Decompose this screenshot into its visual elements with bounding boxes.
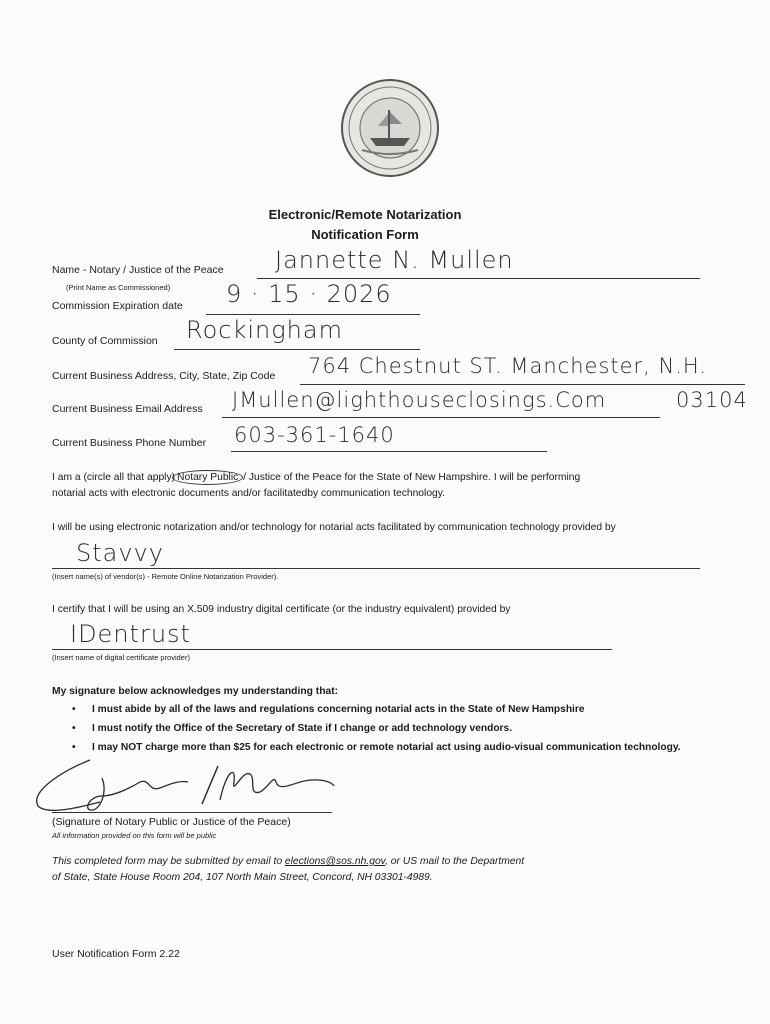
form-version: User Notification Form 2.22 <box>52 948 180 960</box>
list-item: • I must notify the Office of the Secretary of State if I change or add technology vendors. <box>52 719 752 738</box>
cert-value[interactable]: IDentrust <box>70 620 191 648</box>
county-value[interactable]: Rockingham <box>186 316 343 344</box>
zip-value[interactable]: 03104 <box>676 388 748 412</box>
expiration-label: Commission Expiration date <box>52 300 183 312</box>
acknowledgment-heading: My signature below acknowledges my understanding that: <box>52 686 339 697</box>
acknowledgment-section <box>52 684 752 757</box>
expiration-value[interactable]: 9 · 15 · 2026 <box>226 280 392 308</box>
name-note: (Print Name as Commissioned) <box>66 283 171 292</box>
expiration-line <box>206 314 420 315</box>
email-label: Current Business Email Address <box>52 403 203 415</box>
address-value[interactable]: 764 Chestnut ST. Manchester, N.H. <box>308 354 708 378</box>
vendor-line <box>52 568 700 569</box>
phone-line <box>231 451 547 452</box>
state-seal-icon <box>340 78 440 178</box>
vendor-note: (Insert name(s) of vendor(s) - Remote Online Notarization Provider). <box>52 572 279 581</box>
signature-label: (Signature of Notary Public or Justice of the Peace) <box>52 816 291 828</box>
email-line <box>222 417 660 418</box>
public-info-note: All information provided on this form will be public <box>52 831 217 840</box>
signature-line <box>52 812 332 813</box>
name-value[interactable]: Jannette N. Mullen <box>275 246 514 274</box>
county-label: County of Commission <box>52 335 158 347</box>
email-value[interactable]: JMullen@lighthouseclosings.Com <box>232 388 607 412</box>
county-line <box>174 349 420 350</box>
vendor-value[interactable]: Stavvy <box>76 539 164 567</box>
cert-intro: I certify that I will be using an X.509 industry digital certificate (or the industry equivalent) provided by <box>52 604 511 615</box>
notary-public-choice[interactable]: Notary Public <box>172 470 243 485</box>
list-item: • I may NOT charge more than $25 for each electronic or remote notarial act using audio-visual communication technology. <box>52 738 752 757</box>
role-statement: I am a (circle all that apply) Notary Public / Justice of the Peace for the State of New Hampshire. I will be performing notarial acts with electronic documents and/or facilitatedby communication technology. <box>52 472 581 499</box>
form-title: Electronic/Remote Notarization Notification Form <box>268 207 462 242</box>
name-label: Name - Notary / Justice of the Peace <box>52 264 224 276</box>
cert-note: (Insert name of digital certificate provider) <box>52 653 190 662</box>
address-label: Current Business Address, City, State, Zip Code <box>52 370 276 382</box>
name-line <box>257 278 700 279</box>
elections-email-link[interactable]: elections@sos.nh.gov <box>284 856 386 867</box>
vendor-intro: I will be using electronic notarization and/or technology for notarial acts facilitated by communication technology provided by <box>52 522 616 533</box>
list-item: • I must abide by all of the laws and regulations concerning notarial acts in the State of New Hampshire <box>52 700 752 719</box>
acknowledgment-list <box>52 700 752 757</box>
address-line <box>300 384 745 385</box>
phone-value[interactable]: 603-361-1640 <box>234 423 395 447</box>
phone-label: Current Business Phone Number <box>52 437 207 449</box>
submission-instructions: This completed form may be submitted by email to elections@sos.nh.gov, or US mail to the Department of State, State House Room 204, 107 North Main Street, Concord, NH 03301-4989. <box>52 856 525 883</box>
cert-line <box>52 649 612 650</box>
